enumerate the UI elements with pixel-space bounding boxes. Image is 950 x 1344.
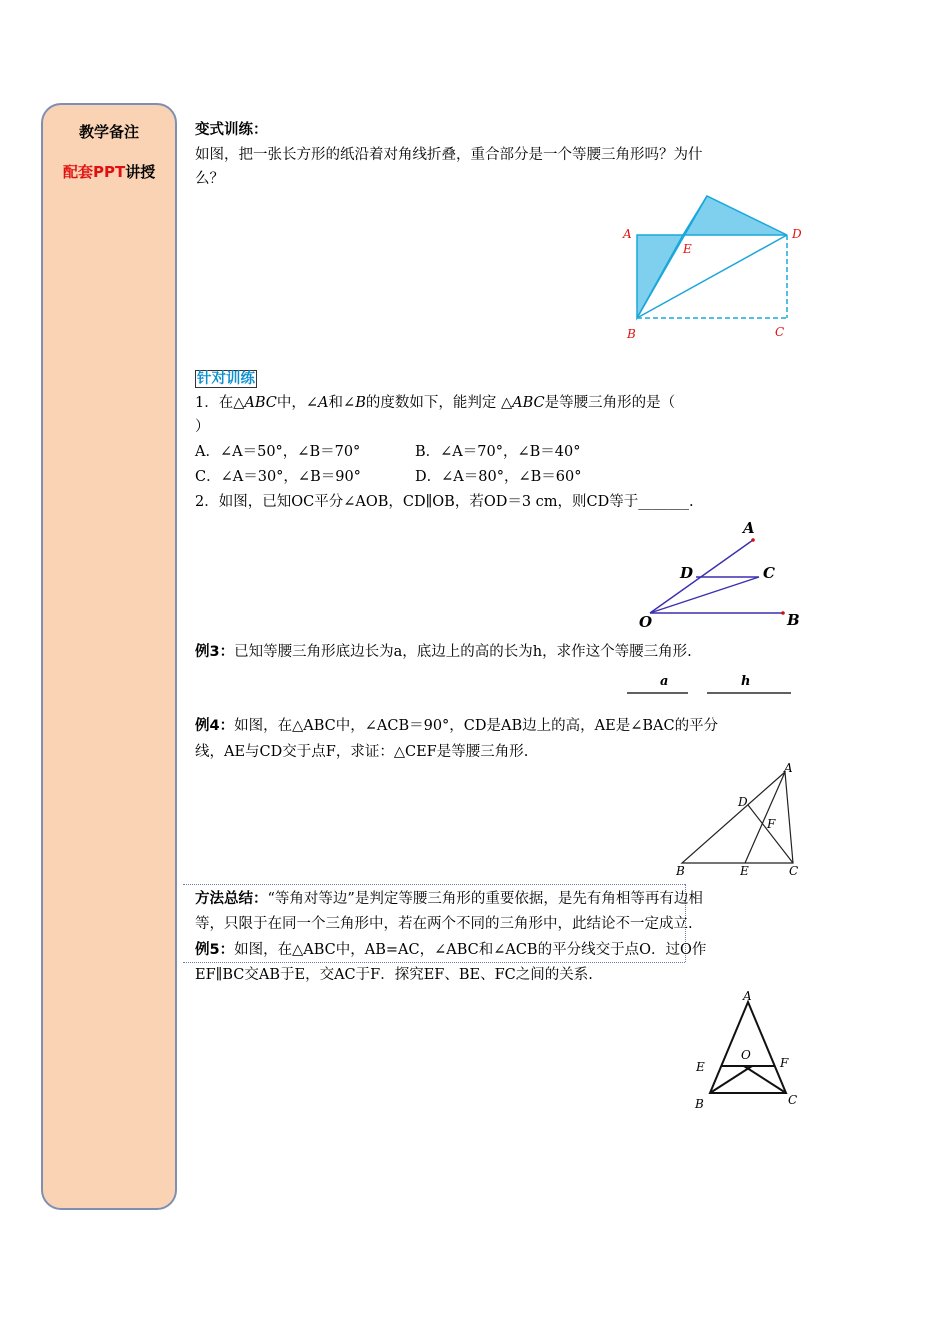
q1-text: 和∠	[328, 395, 356, 411]
example5-line1	[195, 938, 706, 962]
example4-text: 如图，在△ABC中，∠ACB＝90°，CD是AB边上的高，AE是∠BAC的平分	[234, 718, 719, 734]
q1-text: 的度数如下，能判定 △	[365, 395, 513, 411]
example3-text: 已知等腰三角形底边长为a，底边上的高的长为h，求作这个等腰三角形.	[234, 644, 692, 660]
q1-option-d: D．∠A＝80°，∠B＝60°	[415, 469, 582, 485]
q1-a: A	[318, 395, 329, 411]
q1-option-b: B．∠A＝70°，∠B＝40°	[415, 444, 581, 460]
label-B: B	[787, 611, 800, 629]
label-D: D	[738, 795, 748, 809]
example5-text: 如图，在△ABC中，AB=AC，∠ABC和∠ACB的平分线交于点O．过O作	[234, 942, 707, 958]
folded-rectangle-figure	[615, 190, 815, 350]
bisector-AE	[745, 772, 785, 863]
label-B: B	[676, 864, 685, 878]
label-E: E	[683, 242, 692, 256]
point-A	[751, 538, 755, 542]
sidebar-title: 教学备注	[78, 123, 139, 141]
q1-close: ）	[195, 419, 210, 435]
label-F: F	[780, 1056, 789, 1070]
method-text: “等角对等边”是判定等腰三角形的重要依据，是先有角相等再有边相	[267, 891, 703, 907]
label-C: C	[788, 1093, 798, 1107]
bisector-OC	[650, 577, 759, 613]
altitude-CD	[748, 805, 793, 863]
targeted-heading: 针对训练	[197, 371, 255, 387]
label-D: D	[680, 564, 694, 582]
example5-label: 例5：	[195, 942, 235, 958]
label-C: C	[789, 864, 799, 878]
right-triangle-figure	[670, 760, 810, 880]
example5-line2: EF∥BC交AB于E，交AC于F．探究EF、BE、FC之间的关系.	[195, 967, 593, 983]
label-A: A	[623, 227, 632, 241]
fold-upper-triangle	[683, 196, 787, 235]
q2-stem: 2．如图，已知OC平分∠AOB，CD∥OB，若OD＝3 cm，则CD等于_______.	[195, 494, 694, 510]
label-a: a	[660, 674, 669, 689]
label-F: F	[767, 817, 776, 831]
label-E: E	[740, 864, 749, 878]
point-B	[781, 611, 785, 615]
method-box-top	[183, 884, 685, 885]
method-line1	[195, 887, 703, 911]
label-A: A	[743, 519, 755, 537]
q1-stem	[195, 391, 675, 415]
sidebar-note	[63, 161, 159, 183]
label-A: A	[784, 761, 793, 775]
variant-line2: 么？	[195, 171, 224, 187]
label-B: B	[695, 1097, 704, 1111]
variant-heading: 变式训练：	[195, 122, 268, 138]
isosceles-figure	[690, 988, 810, 1118]
triangle-ABC	[682, 772, 793, 863]
q1-b: B	[355, 395, 366, 411]
sidebar-note-rest: 讲授	[125, 163, 156, 181]
label-B: B	[627, 327, 636, 341]
example3	[195, 640, 692, 664]
q1-abc: ABC	[244, 395, 277, 411]
label-O: O	[639, 613, 653, 631]
label-E: E	[696, 1060, 705, 1074]
label-C: C	[763, 564, 775, 582]
q1-option-a: A．∠A＝50°，∠B＝70°	[195, 444, 361, 460]
angle-bisector-figure	[635, 515, 810, 630]
label-D: D	[792, 227, 802, 241]
label-O: O	[741, 1048, 751, 1062]
method-label: 方法总结：	[195, 891, 268, 907]
label-h: h	[741, 674, 751, 689]
label-A: A	[743, 989, 752, 1003]
q1-text: 是等腰三角形的是（	[544, 395, 676, 411]
example4-line1	[195, 714, 718, 738]
q1-abc: ABC	[512, 395, 545, 411]
q1-text: 中，∠	[276, 395, 319, 411]
q1-text: 1．在△	[195, 395, 245, 411]
targeted-heading-wrap	[195, 367, 257, 391]
example3-label: 例3：	[195, 644, 235, 660]
variant-line1: 如图，把一张长方形的纸沿着对角线折叠，重合部分是一个等腰三角形吗？为什	[195, 147, 703, 163]
sidebar-note-ppt: 配套PPT	[63, 163, 126, 181]
segments-a-h	[620, 668, 800, 698]
example4-label: 例4：	[195, 718, 235, 734]
label-C: C	[775, 325, 785, 339]
teaching-notes-sidebar	[41, 103, 177, 1210]
q1-option-c: C．∠A＝30°，∠B＝90°	[195, 469, 361, 485]
method-line2: 等，只限于在同一个三角形中，若在两个不同的三角形中，此结论不一定成立.	[195, 916, 693, 932]
example4-line2: 线，AE与CD交于点F，求证：△CEF是等腰三角形.	[195, 744, 529, 760]
